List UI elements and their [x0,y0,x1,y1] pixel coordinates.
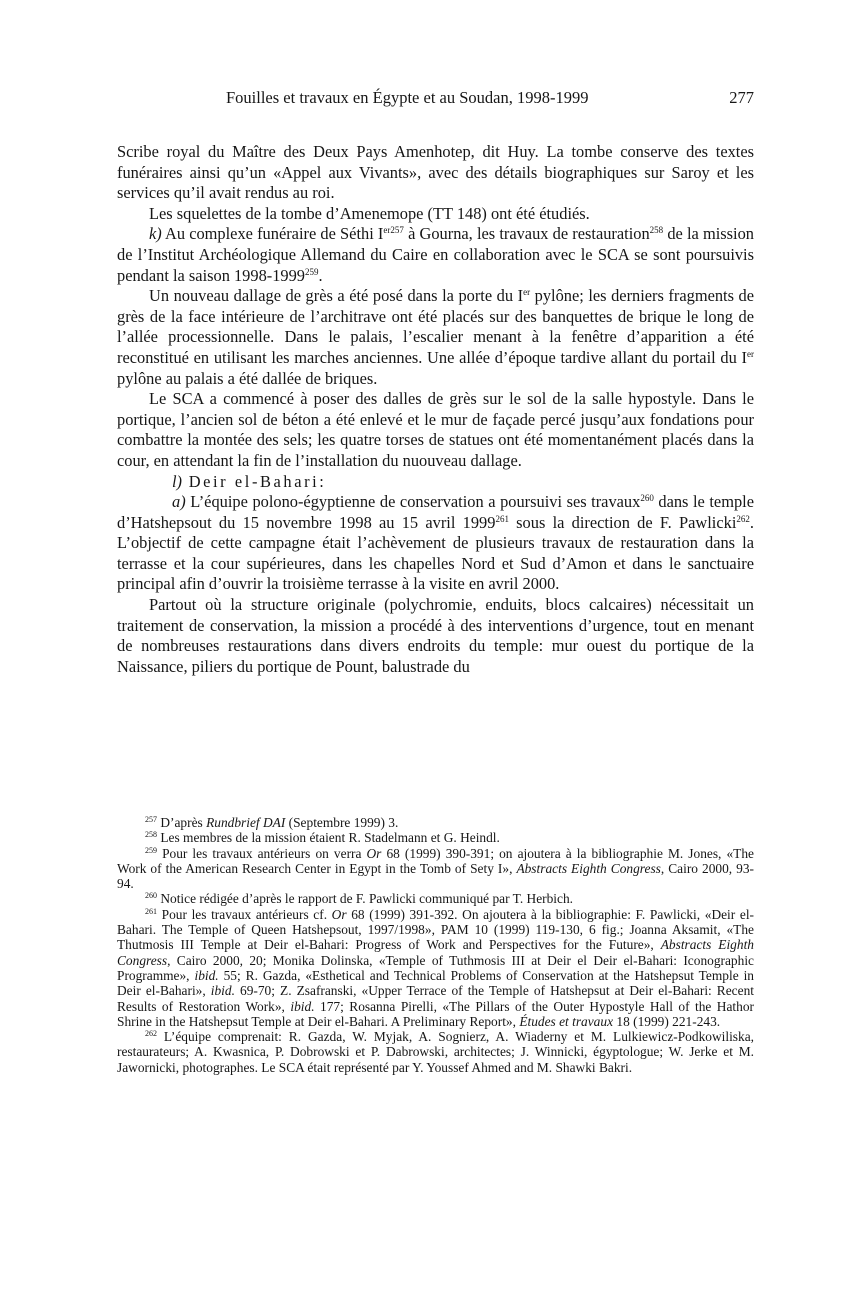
text-run: 18 (1999) 221-243. [613,1013,721,1029]
footnote-262 [117,1029,754,1075]
footnote-number: 258 [145,830,157,840]
text-run: Un nouveau dallage de grès a été posé dans la porte du I [149,286,524,306]
italic-title: ibid. [210,983,235,999]
footnote-257 [117,815,754,830]
text-run: , Cairo 2000, 20; Monika Dolinska, «Temple of Tuthmosis III at Deir el Deir el-Bahari: Iconographic Programme», [117,952,754,983]
footnote-ref-260: 260 [640,493,654,504]
text-run: pylône; les derniers fragments de grès de la face intérieure de l’architrave ont été placés sur des banquettes de brique le long de l’allée processionnelle. Dans le palais, l’escalier menant à la fenêtre d’apparition a été reconstitué en utilisant les marches anciennes. Une allée d’époque tardive allant du portail du I [117,286,754,367]
paragraph-sethi [117,224,754,286]
running-header [118,88,754,112]
italic-title: Or [366,845,382,861]
italic-title: ibid. [290,998,315,1014]
text-run: 69-70; Z. Zsafranski, «Upper Terrace of the Temple of Hatshepsut at Deir el-Bahari: Recent Results of Restoration Work», [117,983,754,1014]
italic-title: Abstracts Eighth Congress [516,860,661,876]
ordinal-superscript: er [523,287,531,298]
footnote-259 [117,846,754,892]
text-run: 177; Rosanna Pirelli, «The Pillars of the Outer Hypostyle Hall of the Hathor Shrine in the Hatshepsut Temple at Deir el-Bahari. A Preliminary Report», [117,998,754,1029]
text-run: . L’objectif de cette campagne était l’achèvement de plusieurs travaux de restauration dans la terrasse et la cour supérieures, dans les chapelles Nord et Sud d’Amon et dans le sanctuaire principal afin d’ouvrir la troisième terrasse à la visite en avril 2000. [117,512,754,594]
paragraph-hypostyle: Le SCA a commencé à poser des dalles de grès sur le sol de la salle hypostyle. Dans le portique, l’ancien sol de béton a été enlevé et le mur de façade percé jusqu’aux fondations pour combattre la montée des sels; les quatre torses de statues ont été momentanément placés dans la cour, en attendant la fin de l’installation du nuouveau dallage. [117,389,754,470]
text-run: Les membres de la mission étaient R. Stadelmann et G. Heindl. [157,830,500,846]
text-run: . [318,265,323,285]
section-heading-text: Deir el-Bahari: [182,471,327,491]
paragraph-dallage [117,286,754,389]
ordinal-superscript: er [747,348,754,359]
text-run: Pour les travaux antérieurs cf. [157,906,332,922]
footnote-number: 257 [145,815,157,824]
paragraph-conservation: Partout où la structure originale (polychromie, enduits, blocs calcaires) nécessitait un traitement de conservation, la mission a procédé à des interventions d’urgence, tout en menant de nombreuses restaurations dans divers endroits du temple: mur ouest du portique de la Naissance, piliers du portique de Pount, balustrade du [117,595,754,676]
footnote-261 [117,907,754,1029]
footnote-number: 260 [145,891,157,901]
italic-title: Rundbrief DAI [206,815,286,830]
section-label-a: a) [172,492,186,512]
section-label-l: l) [172,471,183,491]
text-run: 55; R. Gazda, «Esthetical and Technical Problems of Conservation at the Hatshepsut Temple in Deir el-Bahari», [117,967,755,999]
paragraph-amenemope: Les squelettes de la tombe d’Amenemope (TT 148) ont été étudiés. [149,203,590,223]
footnote-ref-257: 257 [390,225,404,236]
footnote-260 [117,891,754,906]
section-label-k: k) [149,224,162,244]
footnote-number: 259 [145,845,157,855]
text-run: L’équipe polono-égyptienne de conservation a poursuivi ses travaux [185,492,641,512]
text-run: D’après [157,815,207,830]
italic-title: Abstracts Eighth Congress [117,937,754,968]
text-run: de la mission de l’Institut Archéologique Allemand du Caire en collaboration avec le SCA se sont poursuivis pendant la saison 1998-1999 [117,224,754,285]
text-run: 68 (1999) 390-391; on ajoutera à la bibliographie M. Jones, «The Work of the American Research Center in Egypt in the Tomb of Sety I», [117,845,754,876]
ordinal-superscript: er [383,225,391,236]
text-run: dans le temple d’Hatshepsout du 15 novembre 1998 au 15 avril 1999 [117,492,754,532]
text-run: Notice rédigée d’après le rapport de F. Pawlicki communiqué par T. Herbich. [157,891,574,907]
paragraph-polish-mission [117,492,754,595]
footnote-number: 262 [145,1029,157,1039]
text-run: à Gourna, les travaux de restauration [403,224,650,244]
footnote-ref-258: 258 [649,225,664,236]
italic-title: Études et travaux [519,1013,614,1029]
running-title: Fouilles et travaux en Égypte et au Soudan, 1998-1999 [226,88,589,107]
main-text [117,142,754,677]
text-run: L’équipe comprenait: R. Gazda, W. Myjak, A. Sognierz, A. Wiaderny et M. Lulkiewicz-Podkowiliska, restaurateurs; A. Kwasnica, P. Dobrowski et P. Dabrowski, architectes; J. Winnicki, égyptologue; W. Jerke et M. Jawornicki, photographes. Le SCA était représenté par Y. Youssef Ahmed and M. Shawki Bakri. [117,1029,754,1075]
paragraph-huy: Scribe royal du Maître des Deux Pays Amenhotep, dit Huy. La tombe conserve des textes funéraires ainsi qu’un «Appel aux Vivants», avec des détails biographiques sur Saroy et les services qu’il avait rendus au roi. [117,142,754,203]
italic-title: ibid. [194,967,219,983]
footnote-ref-259: 259 [305,266,319,277]
footnotes [117,815,754,1075]
text-run: pylône au palais a été dallée de briques. [117,368,378,388]
italic-title: Or [331,906,347,922]
footnote-ref-261: 261 [495,513,509,524]
text-run: 68 (1999) 391-392. On ajoutera à la bibliographie: F. Pawlicki, «Deir el-Bahari. The Temple of Queen Hatshepsout, 1997/1998», PAM 10 (1999) 119-130, 6 fig.; Joanna Aksamit, «The Thutmosis III Temple at Deir el-Bahari: Progress of Work and Perspectives for the Future», [117,906,754,953]
section-heading-deir-el-bahari [117,472,754,493]
footnote-258 [117,830,754,845]
page-number: 277 [729,88,754,107]
text-run: sous la direction de F. Pawlicki [508,512,737,532]
text-run: , Cairo 2000, 93-94. [117,860,755,892]
footnote-ref-262: 262 [736,513,750,524]
text-run: (Septembre 1999) 3. [285,815,399,830]
text-run: Au complexe funéraire de Séthi I [161,224,384,244]
footnote-number: 261 [145,906,157,916]
text-run: Pour les travaux antérieurs on verra [157,845,367,861]
